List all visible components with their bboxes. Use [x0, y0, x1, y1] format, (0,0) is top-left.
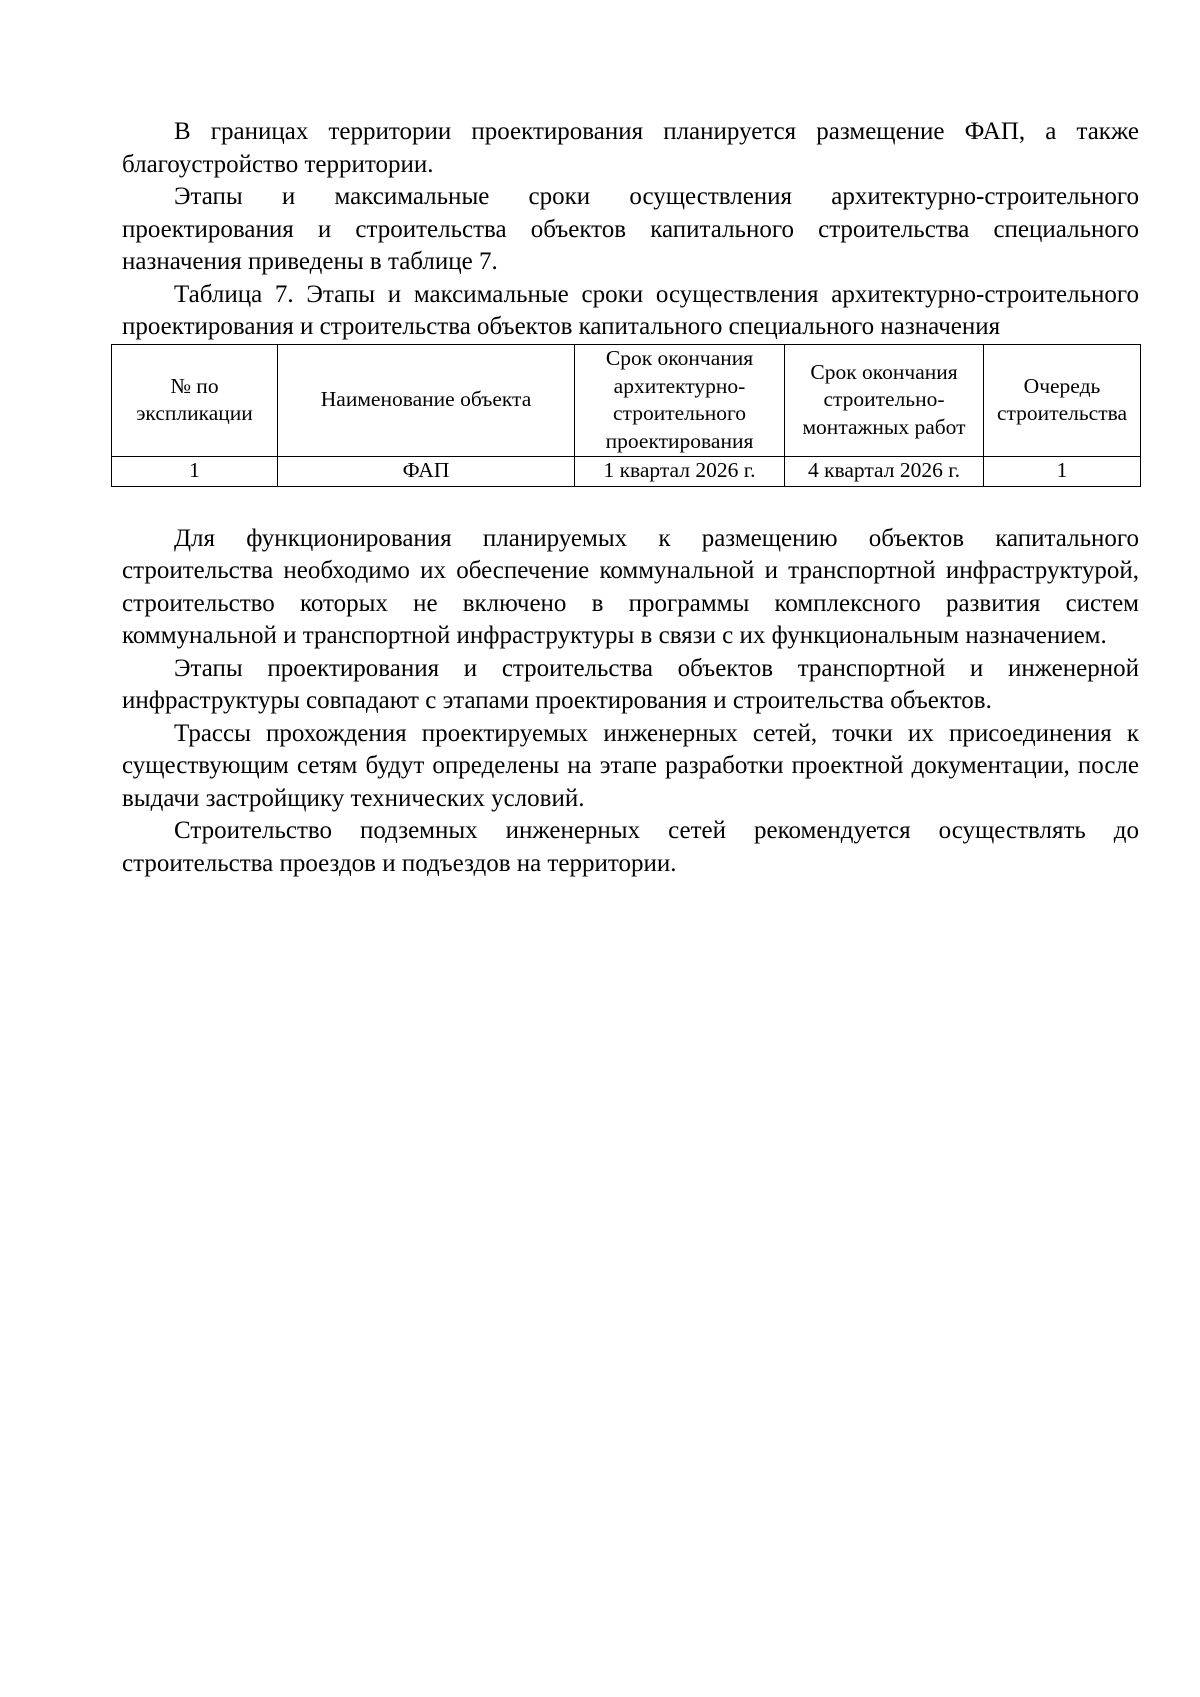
stages-table	[111, 344, 1141, 487]
cell-construction-deadline: 4 квартал 2026 г.	[785, 456, 984, 486]
paragraph-infrastructure: Для функционирования планируемых к размещению объектов капитального строительства необходимо их обеспечение коммунальной и транспортной инфраструктурой, строительство которых не включено в программы комплексного развития систем коммунальной и транспортной инфраструктуры в связи с их функциональным назначением.	[122, 524, 1139, 649]
document-page	[122, 116, 1139, 880]
table-header-row	[112, 344, 1141, 456]
paragraph-engineering-routes: Трассы прохождения проектируемых инженерных сетей, точки их присоединения к существующим сетям будут определены на этапе разработки проектной документации, после выдачи застройщику технических условий.	[122, 719, 1139, 812]
header-object-name: Наименование объекта	[278, 344, 575, 456]
header-construction-stage: Очередь строительства	[984, 344, 1141, 456]
header-design-deadline: Срок окончания архитектурно-строительного проектирования	[575, 344, 785, 456]
cell-design-deadline: 1 квартал 2026 г.	[575, 456, 785, 486]
cell-construction-stage: 1	[984, 456, 1141, 486]
paragraph-infrastructure-stages: Этапы проектирования и строительства объектов транспортной и инженерной инфраструктуры совпадают с этапами проектирования и строительства объектов.	[122, 654, 1139, 714]
table-row	[112, 456, 1141, 486]
header-construction-deadline: Срок окончания строительно-монтажных работ	[785, 344, 984, 456]
spacer	[122, 487, 1139, 523]
header-explication-number: № по экспликации	[112, 344, 278, 456]
paragraph-stages-reference: Этапы и максимальные сроки осуществления архитектурно-строительного проектирования и строительства объектов капитального строительства специального назначения приведены в таблице 7.	[122, 183, 1139, 275]
paragraph-intro: В границах территории проектирования планируется размещение ФАП, а также благоустройство территории.	[122, 118, 1139, 178]
paragraph-underground-networks: Строительство подземных инженерных сетей рекомендуется осуществлять до строительства проездов и подъездов на территории.	[122, 817, 1139, 877]
cell-explication-number: 1	[112, 456, 278, 486]
cell-object-name: ФАП	[278, 456, 575, 486]
table-caption: Таблица 7. Этапы и максимальные сроки осуществления архитектурно-строительного проектирования и строительства объектов капитального специального назначения	[122, 280, 1139, 340]
